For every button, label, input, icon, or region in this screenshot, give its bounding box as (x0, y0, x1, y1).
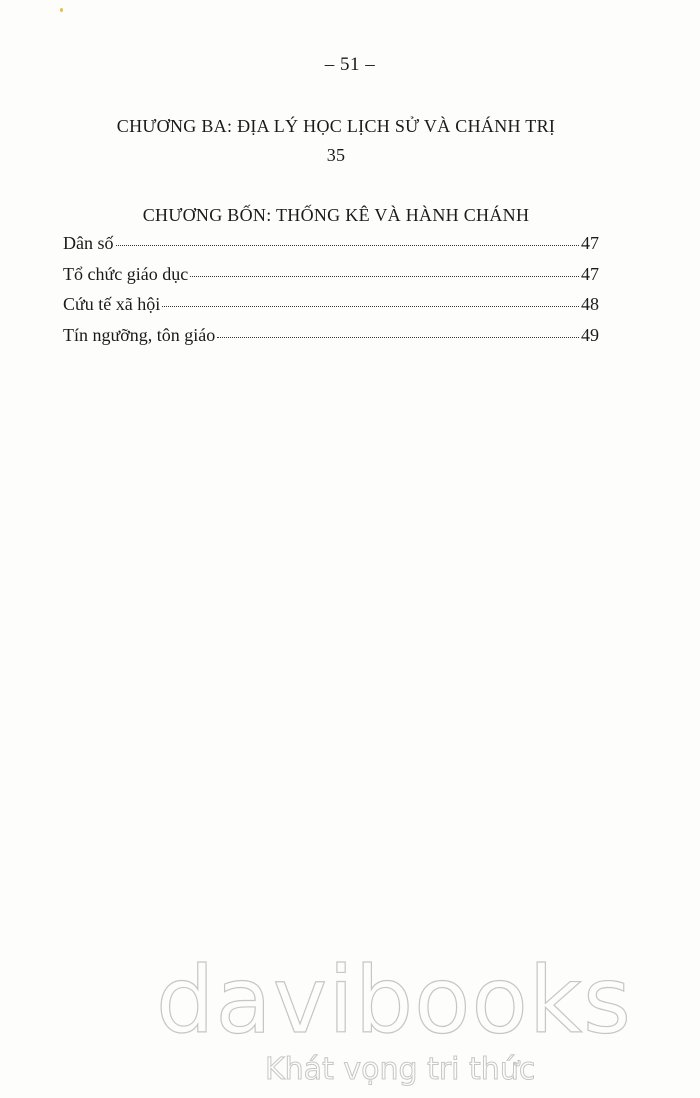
watermark-brand: davibooks (156, 947, 632, 1054)
toc-entry-label: Tín ngưỡng, tôn giáo (63, 324, 216, 345)
dot-leader (162, 306, 579, 307)
page-number: – 51 – (324, 54, 376, 75)
watermark-tagline: Khát vọng tri thức (265, 1052, 536, 1087)
dot-leader (190, 276, 579, 277)
ink-speck (60, 8, 63, 12)
dot-leader (116, 245, 580, 246)
toc-entry-label: Cứu tế xã hội (63, 294, 161, 314)
toc-entry-to-chuc-giao-duc (63, 264, 599, 295)
chapter-three-title: CHƯƠNG BA: ĐỊA LÝ HỌC LỊCH SỬ VÀ CHÁNH TRỊ (116, 116, 556, 136)
toc-entry-dan-so (63, 233, 599, 264)
toc-entry-page: 47 (581, 233, 599, 253)
toc-entry-page: 48 (581, 294, 599, 314)
watermark-logo (0, 947, 700, 1095)
chapter-four-title: CHƯƠNG BỐN: THỐNG KÊ VÀ HÀNH CHÁNH (142, 205, 530, 225)
toc-entry-label: Tổ chức giáo dục (63, 263, 189, 284)
toc-entry-label: Dân số (63, 233, 114, 253)
toc-entry-tin-nguong-ton-giao (63, 325, 599, 356)
toc-entry-page: 49 (581, 324, 599, 345)
toc-entry-cuu-te-xa-hoi (63, 294, 599, 325)
chapter-three-page: 35 (326, 145, 346, 165)
table-of-contents (63, 233, 599, 355)
dot-leader (217, 337, 579, 338)
toc-entry-page: 47 (581, 263, 599, 284)
